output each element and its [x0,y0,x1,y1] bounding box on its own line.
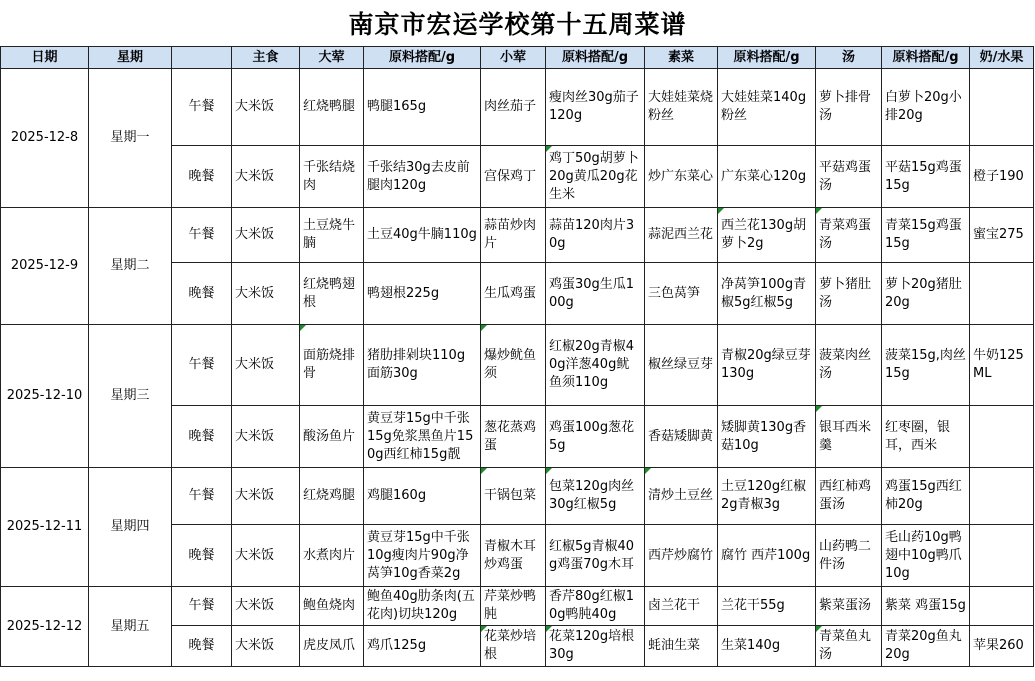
veg-ingredients-cell: 生菜140g [718,626,816,667]
soup-cell: 银耳西米羹 [816,406,882,468]
header-cell: 日期 [1,47,89,69]
page-title: 南京市宏运学校第十五周菜谱 [348,10,687,39]
table-row [1,208,1034,263]
staple-cell: 大米饭 [232,263,300,325]
table-row [1,325,1034,406]
minor-ingredients-cell: 鸡蛋100g葱花5g [546,406,645,468]
veg-ingredients-cell: 腐竹 西芹100g [718,525,816,587]
main-dish-cell: 酸汤鱼片 [300,406,364,468]
veg-ingredients-cell: 土豆120g红椒2g青椒3g [718,468,816,525]
weekday-cell: 星期二 [89,208,172,325]
soup-ingredients-cell: 萝卜20g猪肚20g [882,263,970,325]
soup-ingredients-cell: 紫菜 鸡蛋15g [882,587,970,626]
staple-cell: 大米饭 [232,69,300,146]
table-row [1,587,1034,626]
veg-dish-cell: 清炒土豆丝 [645,468,718,525]
meal-cell: 午餐 [172,69,232,146]
soup-cell: 萝卜排骨汤 [816,69,882,146]
soup-cell: 紫菜蛋汤 [816,587,882,626]
main-ingredients-cell: 猪肋排剁块110g面筋30g [364,325,481,406]
soup-cell: 萝卜猪肚汤 [816,263,882,325]
minor-dish-cell: 葱花蒸鸡蛋 [481,406,546,468]
veg-dish-cell: 椒丝绿豆芽 [645,325,718,406]
main-ingredients-cell: 鲍鱼40g肋条肉(五花肉)切块120g [364,587,481,626]
main-dish-cell: 千张结烧肉 [300,146,364,208]
minor-dish-cell: 青椒木耳炒鸡蛋 [481,525,546,587]
staple-cell: 大米饭 [232,146,300,208]
weekday-cell: 星期一 [89,69,172,208]
date-cell: 2025-12-9 [1,208,89,325]
veg-dish-cell: 卤兰花干 [645,587,718,626]
meal-cell: 晚餐 [172,406,232,468]
minor-ingredients-cell: 鸡丁50g胡萝卜20g黄瓜20g花生米 [546,146,645,208]
table-row [1,69,1034,146]
fruit-cell [970,263,1034,325]
header-cell: 原料搭配/g [882,47,970,69]
table-row [1,468,1034,525]
header-cell: 奶/水果 [970,47,1034,69]
meal-cell: 午餐 [172,587,232,626]
date-cell: 2025-12-12 [1,587,89,667]
meal-cell: 午餐 [172,325,232,406]
meal-cell: 午餐 [172,208,232,263]
weekday-cell: 星期四 [89,468,172,587]
main-dish-cell: 面筋烧排骨 [300,325,364,406]
staple-cell: 大米饭 [232,208,300,263]
minor-ingredients-cell: 香芹80g红椒10g鸭肫40g [546,587,645,626]
fruit-cell [970,406,1034,468]
minor-ingredients-cell: 花菜120g培根30g [546,626,645,667]
weekday-cell: 星期三 [89,325,172,468]
date-cell: 2025-12-10 [1,325,89,468]
veg-dish-cell: 三色莴笋 [645,263,718,325]
soup-cell: 西红柿鸡蛋汤 [816,468,882,525]
minor-dish-cell: 芹菜炒鸭肫 [481,587,546,626]
staple-cell: 大米饭 [232,468,300,525]
veg-dish-cell: 香菇矮脚黄 [645,406,718,468]
main-dish-cell: 土豆烧牛腩 [300,208,364,263]
weekday-cell: 星期五 [89,587,172,667]
menu-table [0,46,1034,667]
soup-ingredients-cell: 红枣圈，银耳，西米 [882,406,970,468]
soup-cell: 菠菜肉丝汤 [816,325,882,406]
staple-cell: 大米饭 [232,587,300,626]
header-cell [172,47,232,69]
soup-cell: 青菜鸡蛋汤 [816,208,882,263]
meal-cell: 晚餐 [172,525,232,587]
staple-cell: 大米饭 [232,525,300,587]
fruit-cell: 牛奶125ML [970,325,1034,406]
date-cell: 2025-12-11 [1,468,89,587]
header-cell: 素菜 [645,47,718,69]
minor-ingredients-cell: 鸡蛋30g生瓜100g [546,263,645,325]
header-cell: 原料搭配/g [546,47,645,69]
veg-ingredients-cell: 西兰花130g胡萝卜2g [718,208,816,263]
veg-dish-cell: 炒广东菜心 [645,146,718,208]
header-cell: 汤 [816,47,882,69]
staple-cell: 大米饭 [232,325,300,406]
fruit-cell [970,468,1034,525]
main-ingredients-cell: 千张结30g去皮前腿肉120g [364,146,481,208]
soup-cell: 山药鸭二件汤 [816,525,882,587]
main-dish-cell: 虎皮凤爪 [300,626,364,667]
minor-dish-cell: 生瓜鸡蛋 [481,263,546,325]
header-cell: 原料搭配/g [718,47,816,69]
veg-ingredients-cell: 矮脚黄130g香菇10g [718,406,816,468]
minor-dish-cell: 宫保鸡丁 [481,146,546,208]
minor-ingredients-cell: 瘦肉丝30g茄子120g [546,69,645,146]
veg-dish-cell: 蒜泥西兰花 [645,208,718,263]
main-ingredients-cell: 黄豆芽15g中千张10g瘦肉片90g净莴笋10g香菜2g [364,525,481,587]
veg-dish-cell: 大娃娃菜烧粉丝 [645,69,718,146]
header-cell: 星期 [89,47,172,69]
minor-dish-cell: 干锅包菜 [481,468,546,525]
minor-dish-cell: 肉丝茄子 [481,69,546,146]
veg-ingredients-cell: 青椒20g绿豆芽130g [718,325,816,406]
main-dish-cell: 水煮肉片 [300,525,364,587]
veg-dish-cell: 蚝油生菜 [645,626,718,667]
soup-cell: 青菜鱼丸汤 [816,626,882,667]
soup-ingredients-cell: 白萝卜20g小排20g [882,69,970,146]
staple-cell: 大米饭 [232,406,300,468]
main-ingredients-cell: 土豆40g牛腩110g [364,208,481,263]
meal-cell: 晚餐 [172,146,232,208]
header-cell: 小荤 [481,47,546,69]
soup-ingredients-cell: 青菜20g鱼丸20g [882,626,970,667]
meal-cell: 晚餐 [172,263,232,325]
veg-ingredients-cell: 兰花干55g [718,587,816,626]
main-ingredients-cell: 鸭腿165g [364,69,481,146]
soup-ingredients-cell: 平菇15g鸡蛋15g [882,146,970,208]
main-ingredients-cell: 鸡爪125g [364,626,481,667]
veg-ingredients-cell: 大娃娃菜140g粉丝 [718,69,816,146]
minor-dish-cell: 蒜苗炒肉片 [481,208,546,263]
fruit-cell [970,525,1034,587]
main-dish-cell: 鲍鱼烧肉 [300,587,364,626]
main-dish-cell: 红烧鸭腿 [300,69,364,146]
meal-cell: 午餐 [172,468,232,525]
soup-ingredients-cell: 毛山药10g鸭翅中10g鸭爪10g [882,525,970,587]
staple-cell: 大米饭 [232,626,300,667]
minor-ingredients-cell: 红椒20g青椒40g洋葱40g鱿鱼须110g [546,325,645,406]
main-dish-cell: 红烧鸭翅根 [300,263,364,325]
soup-ingredients-cell: 鸡蛋15g西红柿20g [882,468,970,525]
soup-cell: 平菇鸡蛋汤 [816,146,882,208]
veg-ingredients-cell: 净莴笋100g青椒5g红椒5g [718,263,816,325]
title-bar [0,0,1035,46]
meal-cell: 晚餐 [172,626,232,667]
soup-ingredients-cell: 菠菜15g,肉丝15g [882,325,970,406]
fruit-cell [970,69,1034,146]
main-ingredients-cell: 鸡腿160g [364,468,481,525]
soup-ingredients-cell: 青菜15g鸡蛋15g [882,208,970,263]
minor-ingredients-cell: 包菜120g肉丝30g红椒5g [546,468,645,525]
veg-ingredients-cell: 广东菜心120g [718,146,816,208]
fruit-cell: 蜜宝275 [970,208,1034,263]
main-ingredients-cell: 鸭翅根225g [364,263,481,325]
veg-dish-cell: 西芹炒腐竹 [645,525,718,587]
fruit-cell: 苹果260 [970,626,1034,667]
minor-ingredients-cell: 蒜苗120肉片30g [546,208,645,263]
main-dish-cell: 红烧鸡腿 [300,468,364,525]
header-cell: 主食 [232,47,300,69]
date-cell: 2025-12-8 [1,69,89,208]
header-cell: 原料搭配/g [364,47,481,69]
minor-ingredients-cell: 红椒5g青椒40g鸡蛋70g木耳 [546,525,645,587]
minor-dish-cell: 花菜炒培根 [481,626,546,667]
header-row [1,47,1034,69]
fruit-cell: 橙子190 [970,146,1034,208]
fruit-cell [970,587,1034,626]
minor-dish-cell: 爆炒鱿鱼须 [481,325,546,406]
main-ingredients-cell: 黄豆芽15g中千张15g免浆黑鱼片150g西红柿15g靓 [364,406,481,468]
header-cell: 大荤 [300,47,364,69]
